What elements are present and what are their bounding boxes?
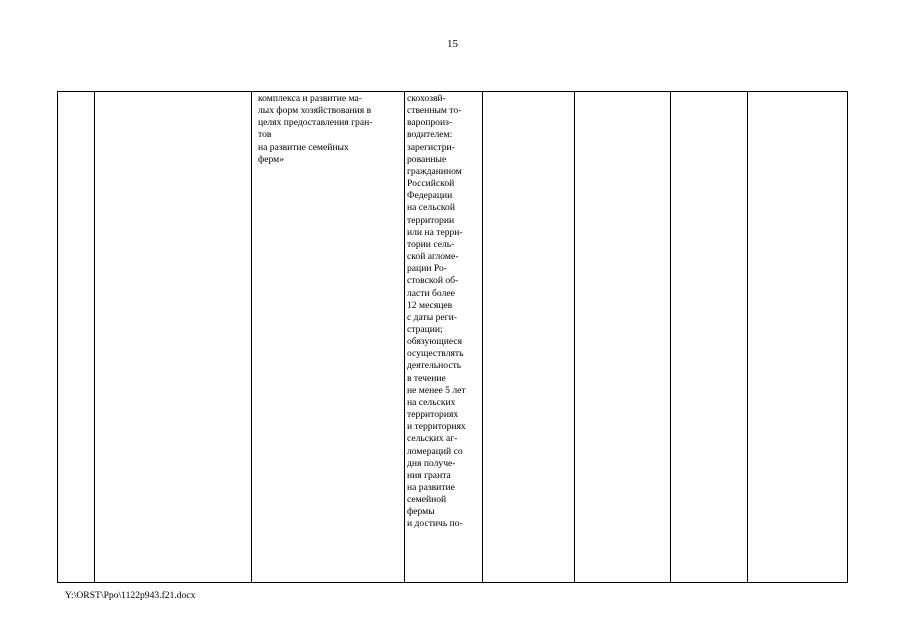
table-cell-2 bbox=[95, 92, 251, 582]
page-number: 15 bbox=[447, 38, 458, 50]
cell-text: комплекса и развитие ма- лых форм хозяйствования в целях предоставления гран- тов на развитие семейных ферм» bbox=[258, 93, 373, 165]
table-cell-1 bbox=[58, 92, 94, 582]
table-cell-8 bbox=[748, 92, 847, 582]
table-cell-5 bbox=[483, 92, 574, 582]
table-cell-6 bbox=[575, 92, 670, 582]
table-cell-3 bbox=[252, 92, 404, 582]
table-cell-4 bbox=[405, 92, 482, 582]
document-table bbox=[57, 91, 848, 583]
table-cell-7 bbox=[671, 92, 747, 582]
footer-file-path: Y:\ORST\Ppo\1122p943.f21.docx bbox=[65, 590, 196, 601]
cell-text: скохозяй- ственным то- варопроиз- водителем: зарегистри- рованные гражданином Российской Федерации на сельской территории или на терри- тории сель- ской агломе- рации Ро- стовской об- ласти более 12 месяцев с даты реги- страции; обязующиеся осуществлять деятельность в течение не менее 5 лет на сельских территориях и территориях сельских аг- ломераций со дня получе- ния гранта на развитие семейной фермы и достичь по- bbox=[407, 93, 466, 530]
